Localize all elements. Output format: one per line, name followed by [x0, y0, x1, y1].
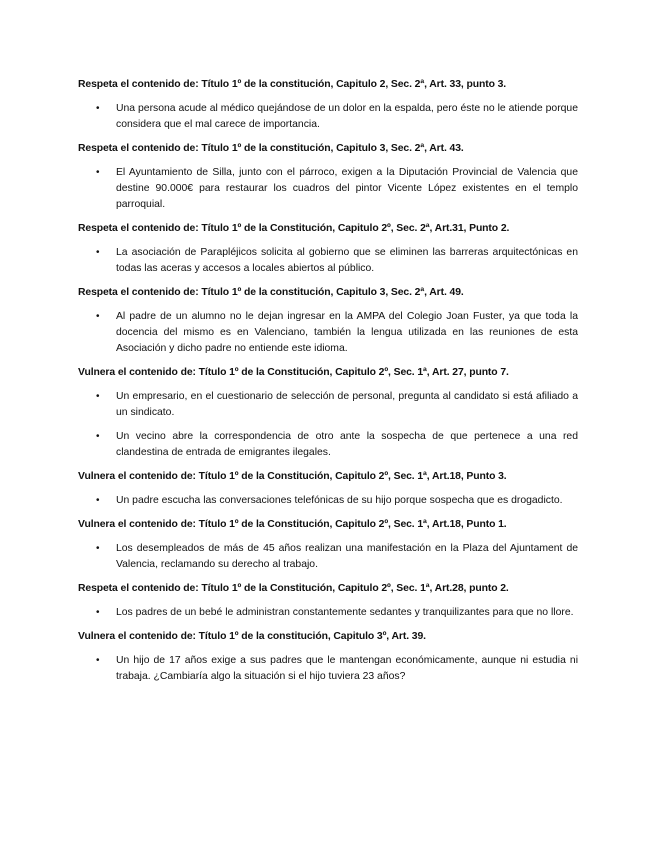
list-item-text: Los desempleados de más de 45 años realizan una manifestación en la Plaza del Ajuntament de Valencia, reclamando su derecho al trabajo.: [116, 543, 578, 570]
list-item-text: Los padres de un bebé le administran constantemente sedantes y tranquilizantes para que no llore.: [116, 607, 574, 618]
bullet-icon: •: [96, 311, 100, 322]
list-item: [78, 605, 578, 621]
section-heading: Respeta el contenido de: Título 1º de la constitución, Capitulo 2, Sec. 2ª, Art. 33, punto 3.: [78, 79, 507, 90]
list-item-text: El Ayuntamiento de Silla, junto con el párroco, exigen a la Diputación Provincial de Valencia que destine 90.000€ para restaurar los cuadros del pintor Vicente López existentes en el templo parroquial.: [116, 167, 578, 210]
section-heading: Respeta el contenido de: Título 1º de la constitución, Capitulo 3, Sec. 2ª, Art. 49.: [78, 287, 464, 298]
list-item: [78, 309, 578, 357]
section-heading: Vulnera el contenido de: Título 1º de la Constitución, Capitulo 2º, Sec. 1ª, Art.18, Punto 1.: [78, 519, 507, 530]
bullet-list: [78, 493, 578, 509]
document-content: [78, 77, 578, 693]
section-heading: Respeta el contenido de: Título 1º de la Constitución, Capitulo 2º, Sec. 2ª, Art.31, Punto 2.: [78, 223, 510, 234]
bullet-icon: •: [96, 543, 100, 554]
section-8: [78, 581, 578, 621]
bullet-icon: •: [96, 391, 100, 402]
bullet-icon: •: [96, 495, 100, 506]
bullet-list: [78, 245, 578, 277]
list-item-text: Un empresario, en el cuestionario de selección de personal, pregunta al candidato si está afiliado a un sindicato.: [116, 391, 578, 418]
bullet-list: [78, 653, 578, 685]
list-item-text: Un padre escucha las conversaciones telefónicas de su hijo porque sospecha que es drogadicto.: [116, 495, 563, 506]
list-item-text: Una persona acude al médico quejándose de un dolor en la espalda, pero éste no le atiende porque considera que el mal carece de importancia.: [116, 103, 578, 130]
bullet-icon: •: [96, 655, 100, 666]
list-item: [78, 493, 578, 509]
bullet-icon: •: [96, 247, 100, 258]
bullet-list: [78, 165, 578, 213]
list-item-text: Al padre de un alumno no le dejan ingresar en la AMPA del Colegio Joan Fuster, ya que toda la docencia del mismo es en Valenciano, también la lengua utilizada en las reuniones de esta Asociación y dicho padre no entiende este idioma.: [116, 311, 578, 354]
list-item: [78, 653, 578, 685]
list-item-text: Un vecino abre la correspondencia de otro ante la sospecha de que pertenece a una red clandestina de entrada de emigrantes ilegales.: [116, 431, 578, 458]
bullet-list: [78, 605, 578, 621]
section-4: [78, 285, 578, 357]
bullet-list: [78, 389, 578, 461]
bullet-icon: •: [96, 431, 100, 442]
bullet-icon: •: [96, 103, 100, 114]
bullet-list: [78, 101, 578, 133]
list-item-text: Un hijo de 17 años exige a sus padres que le mantengan económicamente, aunque ni estudia ni trabaja. ¿Cambiaría algo la situación si el hijo tuviera 23 años?: [116, 655, 578, 682]
section-heading: Vulnera el contenido de: Título 1º de la Constitución, Capitulo 2º, Sec. 1ª, Art. 27, punto 7.: [78, 367, 509, 378]
list-item: [78, 245, 578, 277]
list-item: [78, 541, 578, 573]
bullet-icon: •: [96, 167, 100, 178]
list-item: [78, 389, 578, 421]
section-3: [78, 221, 578, 277]
section-heading: Vulnera el contenido de: Título 1º de la constitución, Capitulo 3º, Art. 39.: [78, 631, 426, 642]
list-item: [78, 429, 578, 461]
section-2: [78, 141, 578, 213]
section-heading: Vulnera el contenido de: Título 1º de la Constitución, Capitulo 2º, Sec. 1ª, Art.18, Punto 3.: [78, 471, 507, 482]
section-1: [78, 77, 578, 133]
section-heading: Respeta el contenido de: Título 1º de la constitución, Capitulo 3, Sec. 2ª, Art. 43.: [78, 143, 464, 154]
section-7: [78, 517, 578, 573]
list-item-text: La asociación de Parapléjicos solicita al gobierno que se eliminen las barreras arquitectónicas en todas las aceras y accesos a locales abiertos al público.: [116, 247, 578, 274]
bullet-list: [78, 309, 578, 357]
section-heading: Respeta el contenido de: Título 1º de la Constitución, Capitulo 2º, Sec. 1ª, Art.28, punto 2.: [78, 583, 509, 594]
bullet-list: [78, 541, 578, 573]
section-6: [78, 469, 578, 509]
list-item: [78, 165, 578, 213]
bullet-icon: •: [96, 607, 100, 618]
section-9: [78, 629, 578, 685]
section-5: [78, 365, 578, 461]
list-item: [78, 101, 578, 133]
